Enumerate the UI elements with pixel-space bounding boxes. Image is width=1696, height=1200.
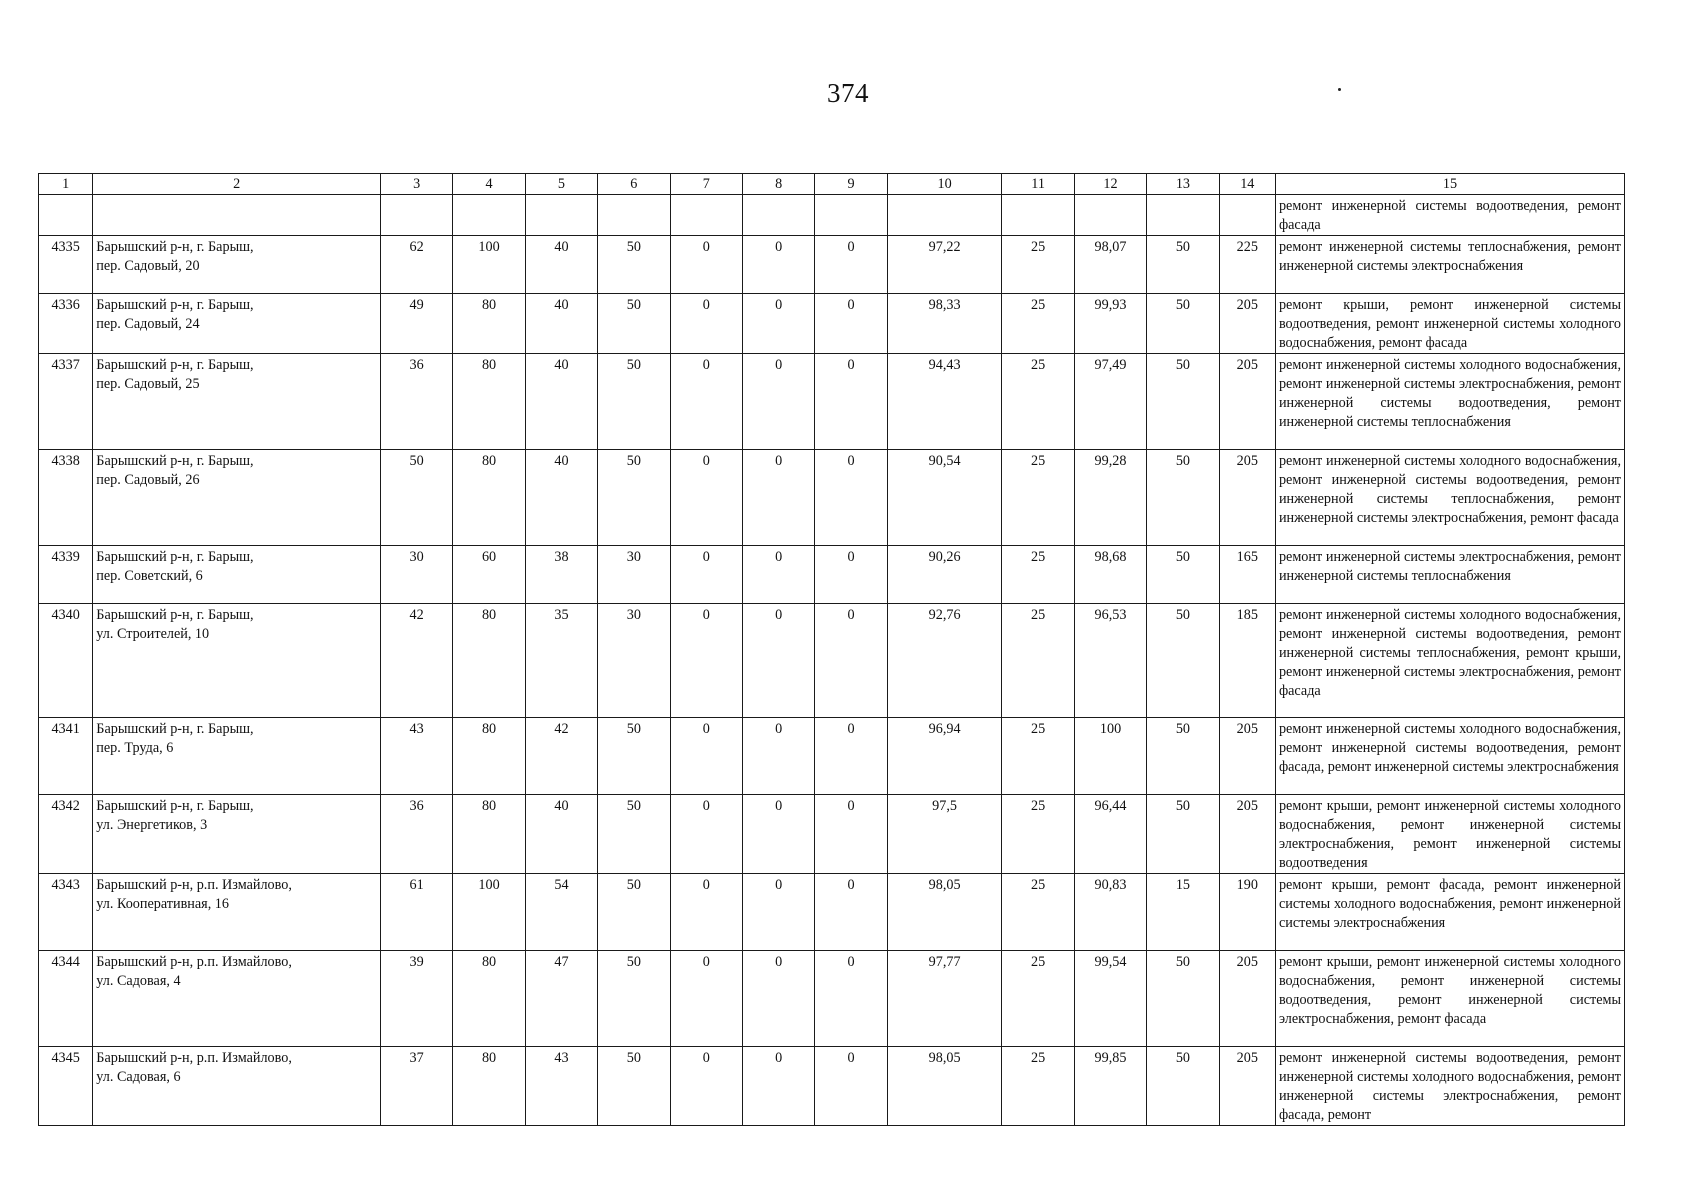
value-cell: 49 [380,294,452,354]
value-cell: 80 [453,604,525,718]
address-cell [93,604,381,718]
value-cell: 40 [525,450,597,546]
value-cell: 97,5 [887,795,1002,874]
value-cell: 205 [1219,354,1275,450]
value-cell: 0 [742,546,814,604]
value-cell: 25 [1002,294,1074,354]
value-cell: 43 [380,718,452,795]
address-cell [93,795,381,874]
value-cell: 0 [815,604,887,718]
value-cell: 0 [742,874,814,951]
value-cell: 80 [453,718,525,795]
value-cell: 42 [380,604,452,718]
address-line: ул. Строителей, 10 [96,626,210,642]
id-cell: 4340 [39,604,93,718]
value-cell: 0 [670,604,742,718]
value-cell: 205 [1219,951,1275,1047]
value-cell [670,195,742,236]
value-cell: 30 [598,546,670,604]
table-row [39,604,1625,718]
value-cell: 97,49 [1074,354,1146,450]
value-cell: 50 [598,1047,670,1126]
value-cell: 100 [453,236,525,294]
value-cell [1219,195,1275,236]
address-line: пер. Труда, 6 [96,740,174,756]
value-cell: 96,44 [1074,795,1146,874]
table-row [39,546,1625,604]
address-line: пер. Садовый, 20 [96,258,200,274]
works-cell: ремонт инженерной системы холодного водоснабжения, ремонт инженерной системы водоотведения, ремонт инженерной системы теплоснабжения, ремонт инженерной системы электроснабжения, ремонт фасада [1275,450,1624,546]
address-line: ул. Садовая, 4 [96,973,181,989]
works-cell: ремонт инженерной системы холодного водоснабжения, ремонт инженерной системы водоотведения, ремонт инженерной системы теплоснабжения, ремонт крыши, ремонт инженерной системы электроснабжения, ремонт фасада [1275,604,1624,718]
header-cell: 6 [598,174,670,195]
header-cell: 7 [670,174,742,195]
value-cell: 0 [815,1047,887,1126]
table-row [39,450,1625,546]
value-cell: 50 [380,450,452,546]
value-cell: 0 [742,951,814,1047]
value-cell: 50 [598,236,670,294]
table-row [39,294,1625,354]
value-cell: 0 [670,718,742,795]
address-cell [93,354,381,450]
id-cell: 4342 [39,795,93,874]
value-cell: 80 [453,795,525,874]
value-cell: 40 [525,795,597,874]
works-cell: ремонт инженерной системы холодного водоснабжения, ремонт инженерной системы водоотведения, ремонт фасада, ремонт инженерной системы электроснабжения [1275,718,1624,795]
value-cell: 92,76 [887,604,1002,718]
value-cell: 0 [815,236,887,294]
value-cell: 80 [453,354,525,450]
id-cell: 4345 [39,1047,93,1126]
value-cell: 25 [1002,718,1074,795]
value-cell: 190 [1219,874,1275,951]
address-line: пер. Садовый, 25 [96,376,200,392]
value-cell: 98,07 [1074,236,1146,294]
id-cell: 4337 [39,354,93,450]
works-cell: ремонт инженерной системы водоотведения, ремонт фасада [1275,195,1624,236]
value-cell [815,195,887,236]
value-cell: 47 [525,951,597,1047]
value-cell: 0 [815,951,887,1047]
value-cell: 185 [1219,604,1275,718]
table-row [39,874,1625,951]
value-cell [742,195,814,236]
address-cell [93,951,381,1047]
value-cell: 0 [670,874,742,951]
value-cell: 0 [670,795,742,874]
value-cell: 90,83 [1074,874,1146,951]
value-cell: 40 [525,236,597,294]
value-cell: 39 [380,951,452,1047]
value-cell: 94,43 [887,354,1002,450]
registry-table [38,173,1625,1126]
value-cell: 62 [380,236,452,294]
header-cell: 1 [39,174,93,195]
address-line: Барышский р-н, г. Барыш, [96,357,254,373]
address-line: пер. Садовый, 26 [96,472,200,488]
value-cell: 0 [742,1047,814,1126]
value-cell: 50 [1147,354,1219,450]
value-cell: 0 [670,1047,742,1126]
scan-speck [1338,88,1341,91]
header-cell: 4 [453,174,525,195]
table-row [39,951,1625,1047]
value-cell: 96,53 [1074,604,1146,718]
value-cell [1002,195,1074,236]
value-cell: 0 [670,236,742,294]
value-cell: 98,05 [887,874,1002,951]
value-cell [598,195,670,236]
address-cell [93,195,381,236]
value-cell: 50 [1147,546,1219,604]
header-row [39,174,1625,195]
value-cell: 50 [1147,236,1219,294]
works-cell: ремонт крыши, ремонт инженерной системы холодного водоснабжения, ремонт инженерной системы водоотведения, ремонт инженерной системы электроснабжения, ремонт фасада [1275,951,1624,1047]
id-cell: 4338 [39,450,93,546]
value-cell: 50 [598,294,670,354]
id-cell: 4335 [39,236,93,294]
registry-body [39,195,1625,1126]
value-cell: 61 [380,874,452,951]
value-cell: 50 [598,450,670,546]
id-cell: 4343 [39,874,93,951]
value-cell: 98,05 [887,1047,1002,1126]
address-cell [93,874,381,951]
value-cell: 50 [598,795,670,874]
value-cell: 99,93 [1074,294,1146,354]
value-cell: 50 [598,874,670,951]
value-cell: 50 [1147,1047,1219,1126]
value-cell: 50 [598,354,670,450]
value-cell: 99,85 [1074,1047,1146,1126]
value-cell: 0 [670,951,742,1047]
value-cell: 0 [670,294,742,354]
works-cell: ремонт крыши, ремонт инженерной системы водоотведения, ремонт инженерной системы холодного водоснабжения, ремонт фасада [1275,294,1624,354]
value-cell: 30 [598,604,670,718]
header-cell: 8 [742,174,814,195]
value-cell: 43 [525,1047,597,1126]
header-cell: 14 [1219,174,1275,195]
id-cell: 4339 [39,546,93,604]
page-number: 374 [827,78,869,108]
value-cell: 25 [1002,236,1074,294]
value-cell: 0 [815,354,887,450]
value-cell: 80 [453,951,525,1047]
value-cell: 205 [1219,1047,1275,1126]
value-cell: 60 [453,546,525,604]
value-cell: 0 [670,354,742,450]
value-cell: 0 [815,718,887,795]
header-cell: 15 [1275,174,1624,195]
value-cell: 0 [670,450,742,546]
value-cell: 25 [1002,795,1074,874]
works-cell: ремонт инженерной системы теплоснабжения, ремонт инженерной системы электроснабжения [1275,236,1624,294]
value-cell: 100 [1074,718,1146,795]
id-cell: 4341 [39,718,93,795]
address-line: Барышский р-н, г. Барыш, [96,549,254,565]
table-row [39,718,1625,795]
value-cell: 36 [380,795,452,874]
address-line: Барышский р-н, г. Барыш, [96,239,254,255]
value-cell: 0 [742,294,814,354]
value-cell: 96,94 [887,718,1002,795]
value-cell [1147,195,1219,236]
header-cell: 11 [1002,174,1074,195]
value-cell: 205 [1219,294,1275,354]
value-cell [887,195,1002,236]
address-cell [93,450,381,546]
value-cell: 40 [525,354,597,450]
header-cell: 5 [525,174,597,195]
value-cell: 50 [598,951,670,1047]
works-cell: ремонт инженерной системы водоотведения, ремонт инженерной системы холодного водоснабжения, ремонт инженерной системы электроснабжения, ремонт фасада, ремонт [1275,1047,1624,1126]
header-cell: 10 [887,174,1002,195]
value-cell: 225 [1219,236,1275,294]
address-line: пер. Советский, 6 [96,568,203,584]
address-line: Барышский р-н, г. Барыш, [96,607,254,623]
address-cell [93,546,381,604]
value-cell: 15 [1147,874,1219,951]
value-cell: 50 [1147,795,1219,874]
value-cell: 0 [742,450,814,546]
value-cell [1074,195,1146,236]
header-cell: 3 [380,174,452,195]
address-line: Барышский р-н, г. Барыш, [96,297,254,313]
address-line: Барышский р-н, р.п. Измайлово, [96,877,292,893]
table-row [39,354,1625,450]
id-cell [39,195,93,236]
address-line: Барышский р-н, р.п. Измайлово, [96,1050,292,1066]
address-line: Барышский р-н, р.п. Измайлово, [96,954,292,970]
value-cell: 165 [1219,546,1275,604]
id-cell: 4344 [39,951,93,1047]
value-cell: 0 [742,236,814,294]
value-cell: 0 [815,294,887,354]
value-cell: 37 [380,1047,452,1126]
value-cell: 30 [380,546,452,604]
value-cell: 25 [1002,951,1074,1047]
value-cell [525,195,597,236]
address-line: Барышский р-н, г. Барыш, [96,453,254,469]
value-cell: 42 [525,718,597,795]
value-cell: 25 [1002,604,1074,718]
value-cell: 80 [453,450,525,546]
value-cell: 100 [453,874,525,951]
address-cell [93,1047,381,1126]
value-cell [453,195,525,236]
address-cell [93,236,381,294]
address-line: Барышский р-н, г. Барыш, [96,798,254,814]
id-cell: 4336 [39,294,93,354]
value-cell: 90,54 [887,450,1002,546]
value-cell: 99,54 [1074,951,1146,1047]
works-cell: ремонт инженерной системы электроснабжения, ремонт инженерной системы теплоснабжения [1275,546,1624,604]
value-cell: 25 [1002,450,1074,546]
works-cell: ремонт крыши, ремонт инженерной системы холодного водоснабжения, ремонт инженерной системы электроснабжения, ремонт инженерной системы водоотведения [1275,795,1624,874]
value-cell: 25 [1002,1047,1074,1126]
value-cell: 97,77 [887,951,1002,1047]
value-cell: 0 [670,546,742,604]
value-cell: 0 [815,450,887,546]
address-cell [93,718,381,795]
value-cell: 0 [742,795,814,874]
header-cell: 13 [1147,174,1219,195]
value-cell: 40 [525,294,597,354]
value-cell: 36 [380,354,452,450]
value-cell: 205 [1219,450,1275,546]
value-cell: 0 [815,874,887,951]
value-cell: 50 [1147,294,1219,354]
table-row [39,236,1625,294]
value-cell: 98,33 [887,294,1002,354]
value-cell: 25 [1002,546,1074,604]
value-cell: 97,22 [887,236,1002,294]
value-cell: 25 [1002,354,1074,450]
address-line: пер. Садовый, 24 [96,316,200,332]
value-cell: 99,28 [1074,450,1146,546]
value-cell: 98,68 [1074,546,1146,604]
header-cell: 2 [93,174,381,195]
value-cell: 50 [1147,718,1219,795]
value-cell: 0 [742,718,814,795]
works-cell: ремонт крыши, ремонт фасада, ремонт инженерной системы холодного водоснабжения, ремонт инженерной системы электроснабжения [1275,874,1624,951]
works-cell: ремонт инженерной системы холодного водоснабжения, ремонт инженерной системы электроснабжения, ремонт инженерной системы водоотведения, ремонт инженерной системы теплоснабжения [1275,354,1624,450]
table-row [39,795,1625,874]
value-cell: 50 [1147,604,1219,718]
value-cell: 50 [598,718,670,795]
address-line: ул. Энергетиков, 3 [96,817,208,833]
address-line: ул. Садовая, 6 [96,1069,181,1085]
value-cell: 80 [453,294,525,354]
address-line: Барышский р-н, г. Барыш, [96,721,254,737]
value-cell: 0 [815,546,887,604]
value-cell: 80 [453,1047,525,1126]
value-cell: 0 [742,604,814,718]
table-row [39,1047,1625,1126]
value-cell: 50 [1147,450,1219,546]
address-cell [93,294,381,354]
continuation-row [39,195,1625,236]
value-cell: 38 [525,546,597,604]
value-cell: 0 [815,795,887,874]
value-cell: 205 [1219,718,1275,795]
value-cell: 54 [525,874,597,951]
value-cell: 0 [742,354,814,450]
value-cell: 90,26 [887,546,1002,604]
value-cell: 50 [1147,951,1219,1047]
value-cell: 205 [1219,795,1275,874]
value-cell: 25 [1002,874,1074,951]
header-cell: 12 [1074,174,1146,195]
address-line: ул. Кооперативная, 16 [96,896,229,912]
value-cell [380,195,452,236]
value-cell: 35 [525,604,597,718]
header-cell: 9 [815,174,887,195]
